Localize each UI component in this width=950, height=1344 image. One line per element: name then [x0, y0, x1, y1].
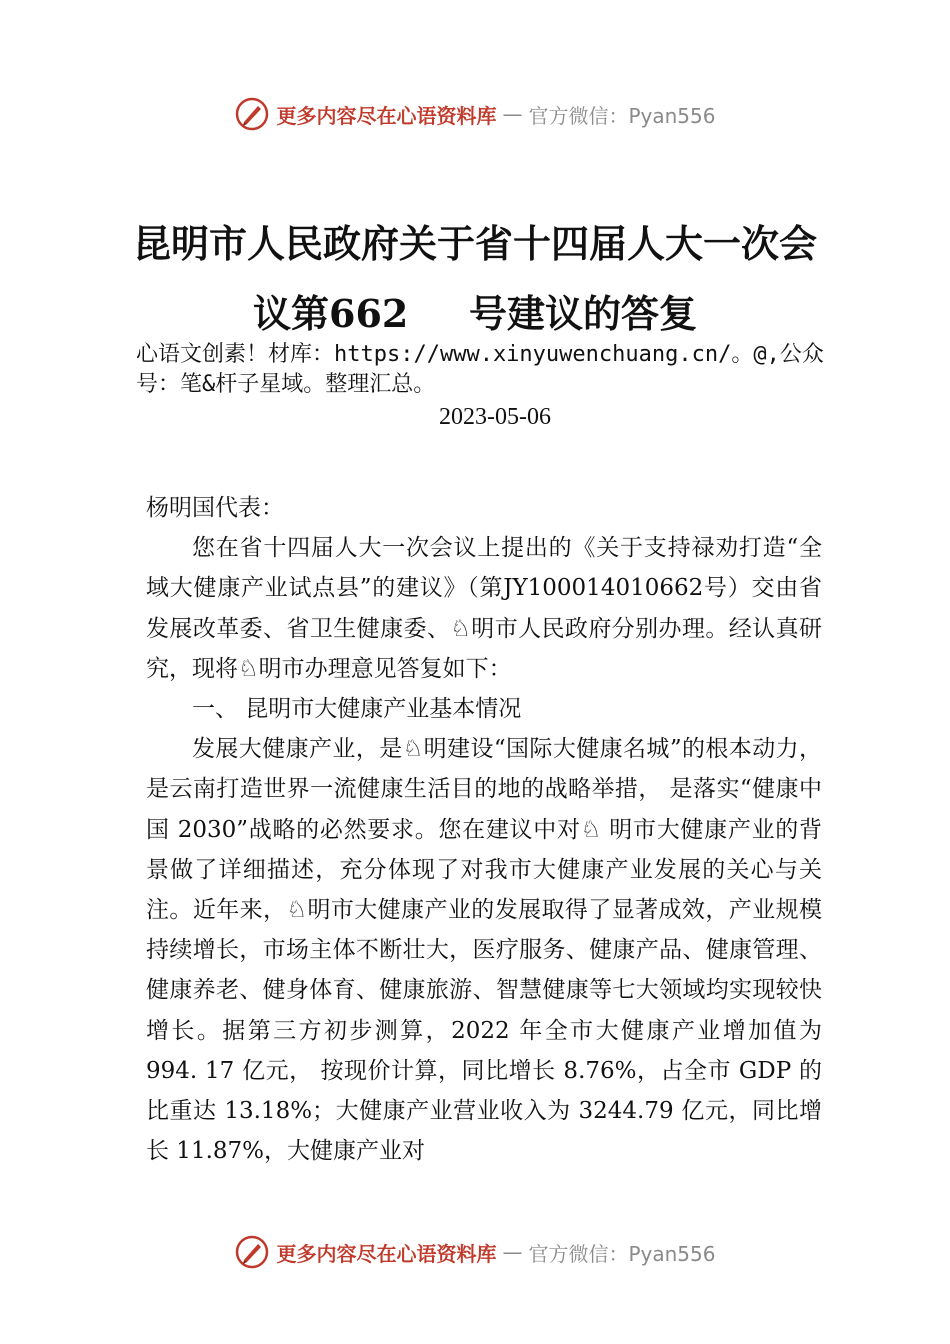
pen-logo-icon	[234, 1234, 270, 1270]
paragraph-2: 发展大健康产业，是♘明建设“国际大健康名城”的根本动力，是云南打造世界一流健康生活目的地的战略举措， 是落实“健康中国 2030”战略的必然要求。您在建议中对♘ 明市大健康产业的背景做了详细描述，充分体现了对我市大健康产业发展的关心与关注。近年来，♘明市大健康产业的发展取得了显著成效，产业规模持续增长，市场主体不断壮大，医疗服务、健康产品、健康管理、健康养老、健身体育、健康旅游、智慧健康等七大领域均实现较快增长。据第三方初步测算，2022 年全市大健康产业增加值为 994. 17 亿元， 按现价计算，同比增长 8.76%，占全市 GDP 的比重达 13.18%；大健康产业营业收入为 3244.79 亿元，同比增长 11.87%，大健康产业对	[146, 736, 822, 1165]
footer-banner	[0, 1232, 950, 1272]
document-title-line2	[0, 292, 950, 336]
title-suffix: 号建议的答复	[469, 291, 698, 336]
document-title-line1: 昆明市人民政府关于省十四届人大一次会	[132, 221, 817, 266]
banner-separator: —	[502, 102, 523, 126]
pen-logo-icon	[234, 96, 270, 132]
title-prefix: 议第	[252, 291, 329, 336]
banner-wechat-text: 官方微信：Pyan556	[528, 103, 716, 128]
promo-text: 心语文创素！材库：https://www.xinyuwenchuang.cn/。@,公众号：笔&杆子星域。整理汇总。	[136, 342, 824, 397]
header-banner	[0, 94, 950, 134]
section-heading-1: 一、 昆明市大健康产业基本情况	[192, 696, 522, 723]
banner-separator: —	[502, 1240, 523, 1264]
salutation: 杨明国代表：	[146, 495, 284, 521]
title-number: 662	[329, 291, 409, 336]
paragraph-1: 您在省十四届人大一次会议上提出的《关于支持禄劝打造“全域大健康产业试点县”的建议》（第JY100014010662号）交由省发展改革委、省卫生健康委、♘明市人民政府分别办理。经认真研究，现将♘明市办理意见答复如下：	[146, 535, 822, 682]
document-body	[146, 488, 822, 1171]
banner-library-text: 更多内容尽在心语资料库	[276, 1241, 497, 1266]
banner-library-text: 更多内容尽在心语资料库	[276, 103, 497, 128]
document-date: 2023-05-06	[439, 404, 551, 430]
banner-wechat-text: 官方微信：Pyan556	[528, 1241, 716, 1266]
